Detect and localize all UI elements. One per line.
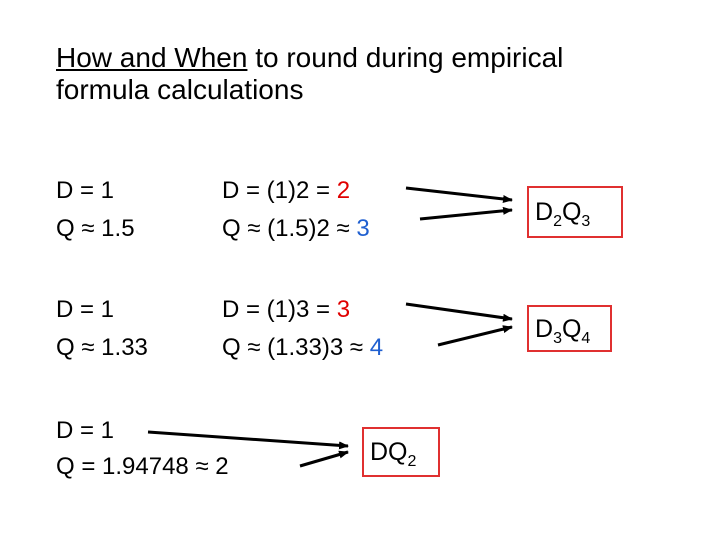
- ex2-d-result: 3: [336, 296, 351, 323]
- ex3-q-value: Q = 1.94748 ≈ 2: [56, 453, 229, 480]
- ex2-formula: $D_3Q_4$: [535, 314, 591, 347]
- arrow-ex2-q: [438, 327, 512, 345]
- arrow-ex1-d: [406, 188, 512, 200]
- ex2-q-result: 4: [369, 334, 384, 361]
- ex2-d-calc-text: D = (1)3 =: [222, 296, 337, 323]
- ex1-q-result: 3: [356, 215, 370, 242]
- ex1-d-result: 2: [336, 177, 351, 204]
- title-underlined: How and When: [56, 42, 248, 73]
- ex1-d-value: D = 1: [56, 177, 115, 204]
- ex1-q-value: Q ≈ 1.5: [56, 215, 135, 242]
- ex1-d-calc-text: D = (1)2 =: [222, 177, 337, 204]
- arrow-ex2-d: [406, 304, 512, 319]
- arrow-ex1-q: [420, 210, 512, 219]
- ex2-d-value: D = 1: [56, 296, 115, 323]
- ex2-q-calc-text: Q ≈ (1.33)3 ≈: [222, 334, 370, 361]
- title-line2: formula calculations: [56, 74, 304, 105]
- arrow-ex3-q: [300, 452, 348, 466]
- arrow-ex3-d: [148, 432, 348, 446]
- title-rest: to round during empirical: [247, 42, 564, 73]
- ex2-q-value: Q ≈ 1.33: [56, 334, 148, 361]
- ex3-formula: $DQ_2$: [370, 438, 417, 470]
- ex1-q-calc-text: Q ≈ (1.5)2 ≈: [222, 215, 357, 242]
- ex3-d-value: D = 1: [56, 417, 115, 444]
- ex1-formula: $D_2Q_3$: [535, 198, 591, 230]
